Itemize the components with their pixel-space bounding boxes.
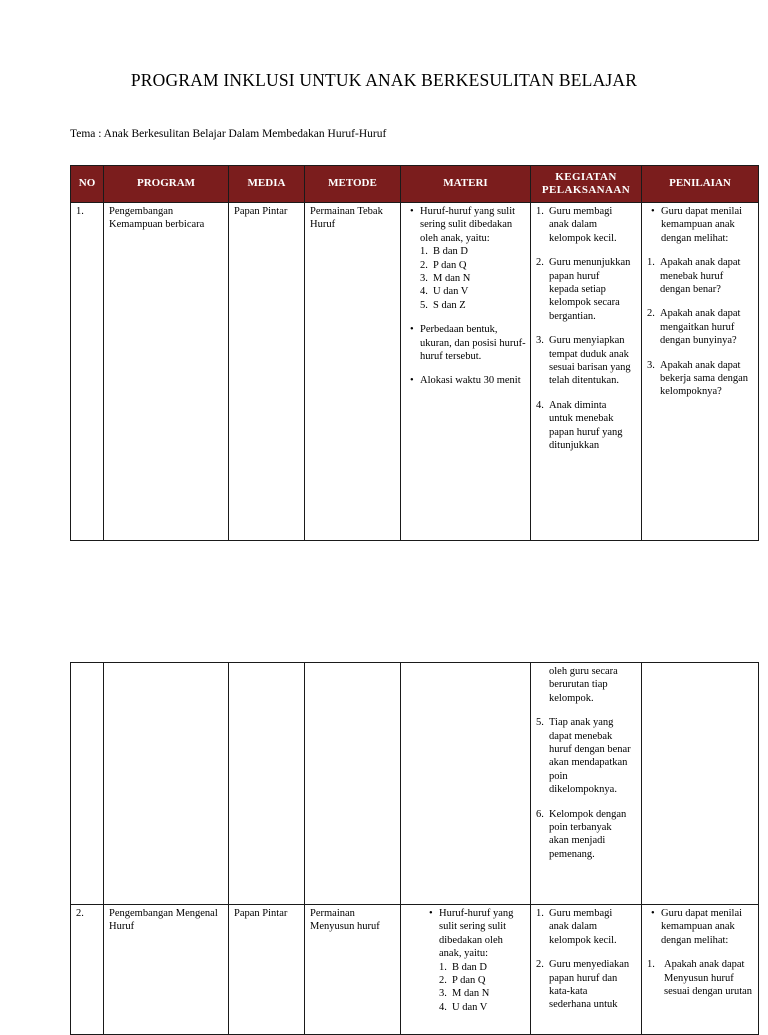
list-item: 5. Tiap anak yang dapat menebak huruf dengan benar akan mendapatkan poin dikelompoknya.	[536, 717, 631, 796]
row1-metode: Permainan Tebak Huruf	[310, 206, 383, 231]
header-media: MEDIA	[229, 166, 305, 203]
materi-text: Huruf-huruf yang sulit sering sulit dibedakan oleh anak, yaitu:	[420, 206, 516, 244]
row1-kegiatan	[531, 203, 641, 453]
header-penilaian: PENILAIAN	[642, 166, 759, 203]
list-item: 1. B dan D	[439, 961, 487, 973]
table-row	[71, 905, 759, 1035]
row2-penilaian	[642, 905, 758, 998]
list-item: 5. S dan Z	[420, 299, 466, 311]
row1-media: Papan Pintar	[234, 206, 288, 217]
list-item: 1. Apakah anak dapat Menyusun huruf sesuai dengan urutan	[647, 959, 753, 998]
row1-no: 1.	[76, 206, 84, 217]
header-materi: MATERI	[401, 166, 531, 203]
document-title: PROGRAM INKLUSI UNTUK ANAK BERKESULITAN BELAJAR	[130, 70, 638, 90]
table-row	[71, 663, 759, 905]
header-kegiatan-line2: PELAKSANAAN	[541, 184, 631, 196]
list-item: • Guru dapat menilai kemampuan anak dengan melihat:	[661, 907, 754, 947]
row2-program: Pengembangan Mengenal Huruf	[109, 908, 218, 933]
list-item	[420, 205, 526, 312]
list-item: 3. Guru menyiapkan tempat duduk anak sesuai barisan yang telah ditentukan.	[536, 335, 631, 387]
list-item: 2. Guru menunjukkan papan huruf kepada setiap kelompok secara bergantian.	[536, 257, 631, 322]
list-item: 2. P dan Q	[420, 259, 467, 271]
kegiatan-continued-text: oleh guru secara berurutan tiap kelompok.	[549, 666, 618, 704]
list-item: 3. M dan N	[420, 273, 471, 285]
row2-no: 2.	[76, 908, 84, 919]
list-item: • Perbedaan bentuk, ukuran, dan posisi huruf-huruf tersebut.	[420, 323, 526, 363]
header-no: NO	[71, 166, 104, 203]
list-item: 2. Apakah anak dapat mengaitkan huruf dengan bunyinya?	[647, 308, 741, 347]
list-item: • Huruf-huruf yang sulit sering sulit dibedakan oleh anak, yaitu: 1. B dan D 2. P dan Q 3. M dan N 4. U dan V	[439, 907, 526, 1014]
row2-materi	[401, 905, 530, 1014]
row2-metode: Permainan Menyusun huruf	[310, 908, 380, 933]
table-header-row	[71, 166, 759, 203]
table-row	[71, 203, 759, 541]
program-table	[70, 165, 759, 541]
continued-kegiatan	[531, 663, 641, 861]
list-item: 1. Guru membagi anak dalam kelompok kecil.	[536, 908, 617, 946]
list-item: • Alokasi waktu 30 menit	[420, 374, 526, 387]
list-item: 1. Guru membagi anak dalam kelompok kecil.	[536, 206, 617, 244]
list-item: 4. U dan V	[420, 286, 469, 298]
list-item: 6. Kelompok dengan poin terbanyak akan menjadi pemenang.	[536, 808, 627, 860]
program-table-continued	[70, 662, 759, 1035]
header-program: PROGRAM	[104, 166, 229, 203]
list-item: 1. B dan D	[420, 246, 468, 258]
list-item: • Guru dapat menilai kemampuan anak dengan melihat:	[661, 205, 754, 245]
header-metode: METODE	[305, 166, 401, 203]
row2-media: Papan Pintar	[234, 908, 288, 919]
list-item: 4. U dan V	[439, 1001, 488, 1013]
list-item: 2. P dan Q	[439, 975, 486, 987]
header-kegiatan-line1: KEGIATAN	[555, 170, 617, 183]
row1-materi	[401, 203, 530, 388]
list-item: 3. Apakah anak dapat bekerja sama dengan kelompoknya?	[647, 359, 749, 398]
row2-kegiatan	[531, 905, 641, 1012]
list-item: 2. Guru menyediakan papan huruf dan kata-kata sederhana untuk	[536, 959, 630, 1011]
tema-line: Tema : Anak Berkesulitan Belajar Dalam Membedakan Huruf-Huruf	[70, 128, 387, 140]
list-item: 3. M dan N	[439, 988, 490, 1000]
list-item: 1. Apakah anak dapat menebak huruf dengan benar?	[647, 257, 741, 296]
row1-penilaian	[642, 203, 758, 399]
header-kegiatan	[531, 166, 642, 203]
list-item: 4. Anak diminta untuk menebak papan huruf yang ditunjukkan	[536, 399, 623, 452]
row1-program: Pengembangan Kemampuan berbicara	[109, 206, 205, 231]
